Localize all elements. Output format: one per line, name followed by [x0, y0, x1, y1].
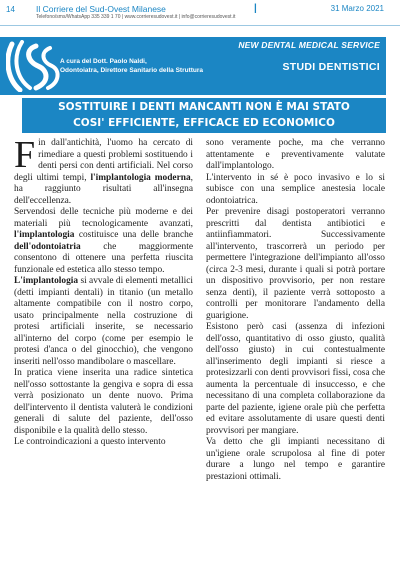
- service-name: NEW DENTAL MEDICAL SERVICE: [238, 40, 380, 50]
- text-run: , ha raggiunto risultati all'insegna dell'eccellenza.: [14, 172, 194, 206]
- paragraph: Esistono però casi (assenza di infezioni dell'osso, quantitativo di osso giusto, qualità dell'osso giusto) in cui contestualmente all'inserimento degli impianti si riesce a protesizzarli con denti provvisori fissi, cosa che aumenta la percentuale di insuccesso, e che necessitano di una completa collaborazione da parte del paziente, igiene orale più che perfetta ed evitare assolutamente di usare questi denti provvisori per mangiare.: [206, 322, 385, 436]
- paragraph: Per prevenire disagi postoperatori verranno prescritti dal dentista antibiotici e antiinfiammatori. Successivamente all'intervento, trascorrerà un periodo per permettere l'integrazione dell'impianto all'osso (circa 2-3 mesi, durante i quali si potrà portare un dispositivo provvisorio, per non restare senza denti), il paziente verrà sottoposto a controlli per monitorare l'andamento della guarigione.: [206, 207, 385, 321]
- section-title: STUDI DENTISTICI: [282, 61, 380, 73]
- curator-line-1: A cura del Dott. Paolo Naldi,: [60, 58, 147, 65]
- running-header: [0, 0, 400, 32]
- headline-line-1: SOSTITUIRE I DENTI MANCANTI NON È MAI STATO: [58, 101, 350, 113]
- article-column-right: [206, 138, 385, 483]
- header-rule: [0, 25, 400, 26]
- article-column-left: [14, 134, 194, 449]
- headline-line-2: COSI' EFFICIENTE, EFFICACE ED ECONOMICO: [73, 117, 335, 129]
- paragraph: [14, 276, 193, 368]
- text-run: costituisce una delle branche: [74, 230, 193, 240]
- page-number: 14: [6, 5, 15, 14]
- publication-name: Il Corriere del Sud-Ovest Milanese: [36, 4, 166, 14]
- text-run: Servendosi delle tecniche più moderne e dei materiali più tecnologicamente avanzati,: [14, 207, 193, 229]
- article-headline: [22, 98, 386, 133]
- bold-term: l'implantologia: [14, 230, 75, 240]
- clinic-logo-icon: [6, 40, 60, 92]
- bold-term: l'implantologia moderna: [90, 172, 191, 183]
- contact-line: Telefono/sms/WhatsApp 335 339 1 70 | www.corrieresudovest.it | info@corrieresudovest.it: [36, 14, 236, 20]
- curator-line-2: Odontoiatra, Direttore Sanitario della Struttura: [60, 67, 204, 74]
- text-run: in dall'antichità, l'uomo ha cercato di rimediare a questi problemi sostituendo i denti persi con denti artificiali. Nel corso degli ultimi tempi,: [14, 138, 193, 183]
- text-run: che maggiormente consentono di ottenere una perfetta riuscita funzionale ed estetica allo stesso tempo.: [14, 241, 193, 275]
- text-run: si avvale di elementi metallici (detti impianti dentali) in titanio (un metallo altamente compatibile con il nostro corpo, usato principalmente nella costruzione di protesi artificiali inserite, se necessario all'interno del corpo (come per esempio le protesi d'anca o del ginocchio), che vengono inseriti nell'osso mandibolare o mascellare.: [14, 276, 193, 367]
- drop-cap: F: [14, 134, 36, 176]
- paragraph: sono veramente poche, ma che verranno attentamente e preventivamente valutate dall'implantologo.: [206, 138, 385, 171]
- issue-date: 31 Marzo 2021: [330, 4, 384, 13]
- paragraph: [14, 207, 193, 276]
- paragraph: L'intervento in sé è poco invasivo e lo si subisce con una semplice anestesia locale odontoiatrica.: [206, 172, 385, 206]
- header-separator: |: [254, 3, 257, 14]
- bold-term: L'implantologia: [14, 276, 79, 286]
- paragraph: Va detto che gli impianti necessitano di un'igiene orale scrupolosa al fine di poter durare a lungo nel tempo e garantire prestazioni ottimali.: [206, 437, 385, 482]
- curator-credit: [60, 57, 203, 75]
- bold-term: dell'odontoiatria: [14, 241, 81, 252]
- paragraph: In pratica viene inserita una radice sintetica nell'osso sottostante la gengiva e sopra di essa verrà posizionato un dente nuovo. Prima dell'intervento il dentista valuterà le condizioni generali di salute del paziente, dell'osso disponibile e la qualità dello stesso.: [14, 368, 193, 436]
- paragraph: Le controindicazioni a questo intervento: [14, 437, 166, 447]
- paragraph: [14, 134, 194, 207]
